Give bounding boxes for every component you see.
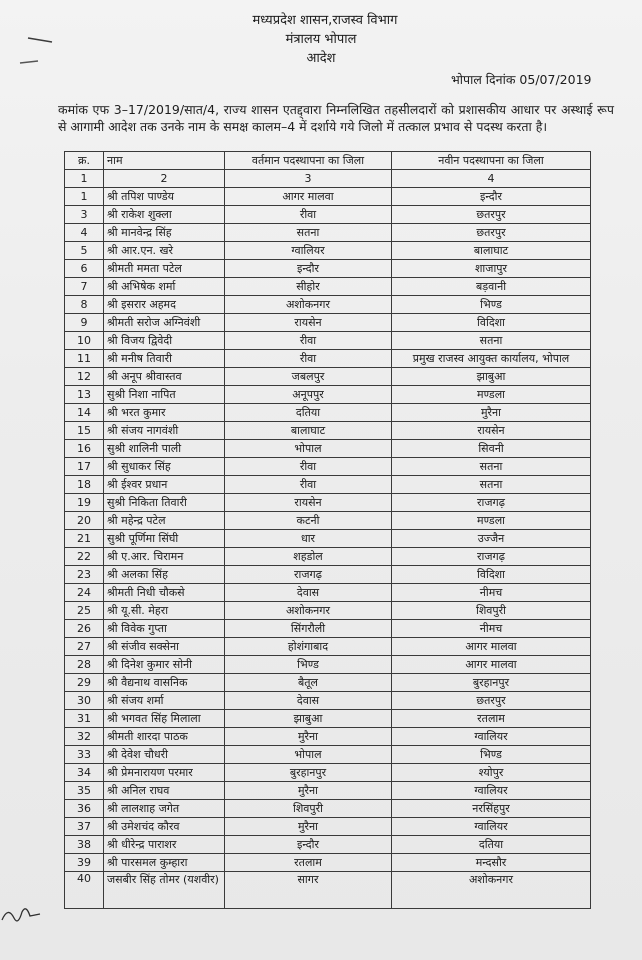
current-district-cell: दतिया bbox=[225, 404, 392, 422]
current-district-cell: इन्दौर bbox=[225, 260, 392, 278]
table-row bbox=[65, 746, 591, 764]
serial-cell: 16 bbox=[65, 440, 104, 458]
serial-cell: 12 bbox=[65, 368, 104, 386]
current-district-cell: मुरैना bbox=[225, 782, 392, 800]
serial-cell: 21 bbox=[65, 530, 104, 548]
name-cell: सुश्री शालिनी पाली bbox=[104, 440, 225, 458]
new-district-cell: रतलाम bbox=[392, 710, 591, 728]
name-cell: सुश्री निकिता तिवारी bbox=[104, 494, 225, 512]
name-cell: श्री ईश्वर प्रधान bbox=[104, 476, 225, 494]
new-district-cell: सतना bbox=[392, 332, 591, 350]
name-cell: जसबीर सिंह तोमर (यशवीर) bbox=[104, 872, 225, 909]
table-row bbox=[65, 872, 591, 909]
current-district-cell: धार bbox=[225, 530, 392, 548]
serial-cell: 38 bbox=[65, 836, 104, 854]
new-district-cell: मुरैना bbox=[392, 404, 591, 422]
new-district-cell: बड़वानी bbox=[392, 278, 591, 296]
name-cell: श्री आर.एन. खरे bbox=[104, 242, 225, 260]
new-district-cell: सिवनी bbox=[392, 440, 591, 458]
serial-cell: 22 bbox=[65, 548, 104, 566]
table-row bbox=[65, 548, 591, 566]
name-cell: श्री तपिश पाण्डेय bbox=[104, 188, 225, 206]
serial-cell: 8 bbox=[65, 296, 104, 314]
header-new-district: नवीन पदस्थापना का जिला bbox=[392, 152, 591, 170]
serial-cell: 4 bbox=[65, 224, 104, 242]
name-cell: श्री लालशाह जगेत bbox=[104, 800, 225, 818]
new-district-cell: छतरपुर bbox=[392, 206, 591, 224]
table-row bbox=[65, 188, 591, 206]
current-district-cell: अशोकनगर bbox=[225, 296, 392, 314]
current-district-cell: आगर मालवा bbox=[225, 188, 392, 206]
current-district-cell: रीवा bbox=[225, 458, 392, 476]
serial-cell: 29 bbox=[65, 674, 104, 692]
serial-cell: 1 bbox=[65, 188, 104, 206]
table-row bbox=[65, 476, 591, 494]
current-district-cell: रायसेन bbox=[225, 314, 392, 332]
signature-mark-icon bbox=[0, 900, 50, 930]
name-cell: श्री भरत कुमार bbox=[104, 404, 225, 422]
new-district-cell: बालाघाट bbox=[392, 242, 591, 260]
header-serial: क्र. bbox=[65, 152, 104, 170]
new-district-cell: इन्दौर bbox=[392, 188, 591, 206]
name-cell: श्री अभिषेक शर्मा bbox=[104, 278, 225, 296]
serial-cell: 9 bbox=[65, 314, 104, 332]
table-row bbox=[65, 350, 591, 368]
new-district-cell: ग्वालियर bbox=[392, 728, 591, 746]
current-district-cell: सतना bbox=[225, 224, 392, 242]
name-cell: श्री भगवत सिंह मिलाला bbox=[104, 710, 225, 728]
new-district-cell: सतना bbox=[392, 476, 591, 494]
new-district-cell: प्रमुख राजस्व आयुक्त कार्यालय, भोपाल bbox=[392, 350, 591, 368]
table-row bbox=[65, 314, 591, 332]
name-cell: श्री सुधाकर सिंह bbox=[104, 458, 225, 476]
table-header-row bbox=[65, 152, 591, 170]
table-row bbox=[65, 674, 591, 692]
current-district-cell: भोपाल bbox=[225, 440, 392, 458]
order-date: भोपाल दिनांक 05/07/2019 bbox=[451, 72, 592, 87]
serial-cell: 25 bbox=[65, 602, 104, 620]
table-row bbox=[65, 692, 591, 710]
serial-cell: 37 bbox=[65, 818, 104, 836]
table-row bbox=[65, 260, 591, 278]
serial-cell: 30 bbox=[65, 692, 104, 710]
name-cell: श्री देवेश चौधरी bbox=[104, 746, 225, 764]
order-title: आदेश bbox=[306, 51, 336, 66]
pen-mark-icon bbox=[0, 28, 60, 68]
current-district-cell: बैतूल bbox=[225, 674, 392, 692]
table-row bbox=[65, 620, 591, 638]
current-district-cell: मुरैना bbox=[225, 728, 392, 746]
current-district-cell: सिंगरौली bbox=[225, 620, 392, 638]
name-cell: श्री संजय शर्मा bbox=[104, 692, 225, 710]
name-cell: श्री संजय नागवंशी bbox=[104, 422, 225, 440]
serial-cell: 7 bbox=[65, 278, 104, 296]
new-district-cell: मण्डला bbox=[392, 512, 591, 530]
name-cell: श्री यू.सी. मेहरा bbox=[104, 602, 225, 620]
name-cell: श्री अनिल राघव bbox=[104, 782, 225, 800]
column-number-row bbox=[65, 170, 591, 188]
table-row bbox=[65, 296, 591, 314]
table-row bbox=[65, 368, 591, 386]
new-district-cell: भिण्ड bbox=[392, 296, 591, 314]
table-row bbox=[65, 638, 591, 656]
new-district-cell: दतिया bbox=[392, 836, 591, 854]
current-district-cell: रतलाम bbox=[225, 854, 392, 872]
table-row bbox=[65, 332, 591, 350]
table-row bbox=[65, 854, 591, 872]
name-cell: श्री धीरेन्द्र पाराशर bbox=[104, 836, 225, 854]
current-district-cell: मुरैना bbox=[225, 818, 392, 836]
serial-cell: 34 bbox=[65, 764, 104, 782]
current-district-cell: जबलपुर bbox=[225, 368, 392, 386]
header-name: नाम bbox=[104, 152, 225, 170]
name-cell: श्री विजय द्विवेदी bbox=[104, 332, 225, 350]
table-row bbox=[65, 764, 591, 782]
new-district-cell: मन्दसौर bbox=[392, 854, 591, 872]
serial-cell: 11 bbox=[65, 350, 104, 368]
column-number: 1 bbox=[65, 170, 104, 188]
table-body bbox=[65, 188, 591, 909]
serial-cell: 39 bbox=[65, 854, 104, 872]
table-row bbox=[65, 422, 591, 440]
new-district-cell: आगर मालवा bbox=[392, 656, 591, 674]
name-cell: श्री दिनेश कुमार सोनी bbox=[104, 656, 225, 674]
table-row bbox=[65, 728, 591, 746]
name-cell: श्री राकेश शुक्ला bbox=[104, 206, 225, 224]
new-district-cell: झाबुआ bbox=[392, 368, 591, 386]
table-row bbox=[65, 530, 591, 548]
column-number: 4 bbox=[392, 170, 591, 188]
table-row bbox=[65, 494, 591, 512]
current-district-cell: राजगढ़ bbox=[225, 566, 392, 584]
table-row bbox=[65, 458, 591, 476]
current-district-cell: रायसेन bbox=[225, 494, 392, 512]
new-district-cell: विदिशा bbox=[392, 314, 591, 332]
serial-cell: 14 bbox=[65, 404, 104, 422]
serial-cell: 17 bbox=[65, 458, 104, 476]
name-cell: श्री अनूप श्रीवास्तव bbox=[104, 368, 225, 386]
ministry-heading: मंत्रालय भोपाल bbox=[285, 32, 357, 47]
new-district-cell: सतना bbox=[392, 458, 591, 476]
name-cell: श्री ए.आर. चिरामन bbox=[104, 548, 225, 566]
table-row bbox=[65, 242, 591, 260]
serial-cell: 20 bbox=[65, 512, 104, 530]
name-cell: श्री वैद्यनाथ वासनिक bbox=[104, 674, 225, 692]
name-cell: श्रीमती सरोज अग्निवंशी bbox=[104, 314, 225, 332]
current-district-cell: अशोकनगर bbox=[225, 602, 392, 620]
name-cell: सुश्री पूर्णिमा सिंघी bbox=[104, 530, 225, 548]
new-district-cell: ग्वालियर bbox=[392, 782, 591, 800]
serial-cell: 28 bbox=[65, 656, 104, 674]
serial-cell: 33 bbox=[65, 746, 104, 764]
table-row bbox=[65, 818, 591, 836]
name-cell: श्री अलका सिंह bbox=[104, 566, 225, 584]
current-district-cell: ग्वालियर bbox=[225, 242, 392, 260]
header-current-district: वर्तमान पदस्थापना का जिला bbox=[225, 152, 392, 170]
current-district-cell: भिण्ड bbox=[225, 656, 392, 674]
new-district-cell: राजगढ़ bbox=[392, 494, 591, 512]
current-district-cell: अनूपपुर bbox=[225, 386, 392, 404]
name-cell: श्री प्रेमनारायण परमार bbox=[104, 764, 225, 782]
current-district-cell: रीवा bbox=[225, 476, 392, 494]
current-district-cell: शहडोल bbox=[225, 548, 392, 566]
serial-cell: 24 bbox=[65, 584, 104, 602]
new-district-cell: नरसिंहपुर bbox=[392, 800, 591, 818]
department-heading: मध्यप्रदेश शासन,राजस्व विभाग bbox=[252, 13, 398, 28]
serial-cell: 3 bbox=[65, 206, 104, 224]
new-district-cell: आगर मालवा bbox=[392, 638, 591, 656]
name-cell: श्री संजीव सक्सेना bbox=[104, 638, 225, 656]
current-district-cell: होशंगाबाद bbox=[225, 638, 392, 656]
serial-cell: 36 bbox=[65, 800, 104, 818]
current-district-cell: सीहोर bbox=[225, 278, 392, 296]
current-district-cell: इन्दौर bbox=[225, 836, 392, 854]
new-district-cell: बुरहानपुर bbox=[392, 674, 591, 692]
name-cell: श्री इसरार अहमद bbox=[104, 296, 225, 314]
transfer-table bbox=[64, 151, 591, 909]
current-district-cell: भोपाल bbox=[225, 746, 392, 764]
new-district-cell: शिवपुरी bbox=[392, 602, 591, 620]
current-district-cell: रीवा bbox=[225, 206, 392, 224]
serial-cell: 5 bbox=[65, 242, 104, 260]
serial-cell: 31 bbox=[65, 710, 104, 728]
serial-cell: 10 bbox=[65, 332, 104, 350]
table-row bbox=[65, 566, 591, 584]
table-row bbox=[65, 602, 591, 620]
column-number: 2 bbox=[104, 170, 225, 188]
current-district-cell: झाबुआ bbox=[225, 710, 392, 728]
name-cell: श्रीमती शारदा पाठक bbox=[104, 728, 225, 746]
new-district-cell: छतरपुर bbox=[392, 224, 591, 242]
serial-cell: 26 bbox=[65, 620, 104, 638]
current-district-cell: कटनी bbox=[225, 512, 392, 530]
table-row bbox=[65, 224, 591, 242]
current-district-cell: बुरहानपुर bbox=[225, 764, 392, 782]
new-district-cell: भिण्ड bbox=[392, 746, 591, 764]
table-row bbox=[65, 512, 591, 530]
new-district-cell: नीमच bbox=[392, 584, 591, 602]
new-district-cell: श्योपुर bbox=[392, 764, 591, 782]
table-row bbox=[65, 656, 591, 674]
new-district-cell: नीमच bbox=[392, 620, 591, 638]
new-district-cell: विदिशा bbox=[392, 566, 591, 584]
serial-cell: 35 bbox=[65, 782, 104, 800]
column-number: 3 bbox=[225, 170, 392, 188]
name-cell: श्री मानवेन्द्र सिंह bbox=[104, 224, 225, 242]
name-cell: श्री मनीष तिवारी bbox=[104, 350, 225, 368]
table-row bbox=[65, 404, 591, 422]
serial-cell: 18 bbox=[65, 476, 104, 494]
serial-cell: 13 bbox=[65, 386, 104, 404]
table-row bbox=[65, 278, 591, 296]
new-district-cell: राजगढ़ bbox=[392, 548, 591, 566]
order-paragraph: कमांक एफ 3–17/2019/सात/4, राज्य शासन एतद्द्वारा निम्नलिखित तहसीलदारों को प्रशासकीय आधार पर अस्थाई रूप से आगामी आदेश तक उनके नाम के समक्ष कालम–4 में दर्शाये गये जिलो में तत्काल प्रभाव से पदस्थ करता है। bbox=[58, 102, 614, 134]
name-cell: श्रीमती निधी चौकसे bbox=[104, 584, 225, 602]
name-cell: श्रीमती ममता पटेल bbox=[104, 260, 225, 278]
new-district-cell: शाजापुर bbox=[392, 260, 591, 278]
table-row bbox=[65, 800, 591, 818]
table-row bbox=[65, 206, 591, 224]
table-row bbox=[65, 440, 591, 458]
table-row bbox=[65, 386, 591, 404]
serial-cell: 40 bbox=[65, 872, 104, 909]
serial-cell: 19 bbox=[65, 494, 104, 512]
current-district-cell: देवास bbox=[225, 692, 392, 710]
serial-cell: 23 bbox=[65, 566, 104, 584]
table-row bbox=[65, 836, 591, 854]
current-district-cell: सागर bbox=[225, 872, 392, 909]
name-cell: श्री विवेक गुप्ता bbox=[104, 620, 225, 638]
current-district-cell: बालाघाट bbox=[225, 422, 392, 440]
serial-cell: 27 bbox=[65, 638, 104, 656]
name-cell: श्री पारसमल कुम्हारा bbox=[104, 854, 225, 872]
table-row bbox=[65, 782, 591, 800]
new-district-cell: ग्वालियर bbox=[392, 818, 591, 836]
current-district-cell: देवास bbox=[225, 584, 392, 602]
current-district-cell: रीवा bbox=[225, 332, 392, 350]
table-row bbox=[65, 584, 591, 602]
current-district-cell: शिवपुरी bbox=[225, 800, 392, 818]
name-cell: सुश्री निशा नापित bbox=[104, 386, 225, 404]
new-district-cell: मण्डला bbox=[392, 386, 591, 404]
table-row bbox=[65, 710, 591, 728]
serial-cell: 15 bbox=[65, 422, 104, 440]
new-district-cell: छतरपुर bbox=[392, 692, 591, 710]
new-district-cell: अशोकनगर bbox=[392, 872, 591, 909]
name-cell: श्री उमेशचंद कौरव bbox=[104, 818, 225, 836]
serial-cell: 6 bbox=[65, 260, 104, 278]
new-district-cell: रायसेन bbox=[392, 422, 591, 440]
current-district-cell: रीवा bbox=[225, 350, 392, 368]
name-cell: श्री महेन्द्र पटेल bbox=[104, 512, 225, 530]
new-district-cell: उज्जैन bbox=[392, 530, 591, 548]
serial-cell: 32 bbox=[65, 728, 104, 746]
